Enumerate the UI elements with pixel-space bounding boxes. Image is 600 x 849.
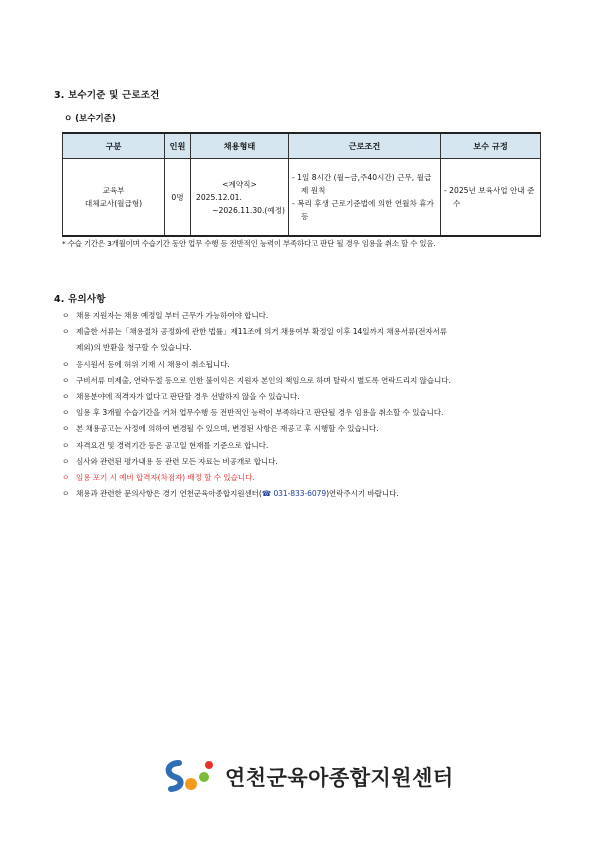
- list-item: [62, 389, 562, 405]
- list-item-text: 심사와 관련된 평가내용 등 관련 모든 자료는 비공개로 합니다.: [76, 456, 278, 466]
- contact-prefix: 채용과 관련한 문의사항은 경기 연천군육아종합지원센터(: [76, 489, 262, 499]
- header-employment: 채용형태: [191, 133, 289, 159]
- list-item: [62, 405, 562, 421]
- header-pay: 보수 규정: [441, 133, 541, 159]
- contact-phone: ☎ 031-833-6079: [261, 489, 327, 499]
- list-item-text: 임용 후 3개월 수습기간을 거쳐 업무수행 등 전반적인 능력이 부족하다고 판단될 경우 임용을 취소할 수 있습니다.: [76, 408, 444, 418]
- section-3-title: 3. 보수기준 및 근로조건: [54, 90, 160, 101]
- list-item: [62, 324, 562, 340]
- bullet-marker: ㅇ: [62, 327, 70, 337]
- list-item: [62, 373, 562, 389]
- table-row: [63, 159, 541, 237]
- section-4-title: 4. 유의사항: [54, 294, 106, 305]
- list-item: [62, 421, 562, 437]
- list-item-text: 자격요건 및 경력기간 등은 공고일 현재를 기준으로 합니다.: [76, 440, 269, 450]
- list-item-continuation: 제외)의 반환을 청구할 수 있습니다.: [76, 343, 192, 353]
- bullet-marker: ㅇ: [62, 489, 70, 499]
- header-conditions: 근로조건: [289, 133, 441, 159]
- cell-count: 0명: [165, 159, 191, 237]
- bullet-marker: ㅇ: [62, 311, 70, 320]
- category-line: 대체교사(월급형): [84, 199, 143, 208]
- cell-employment: [191, 159, 289, 237]
- bullet-marker: ㅇ: [62, 440, 70, 450]
- center-logo: [163, 757, 454, 797]
- list-item-text: 채용분야에 적격자가 없다고 판단할 경우 선발하지 않을 수 있습니다.: [76, 392, 300, 402]
- condition-line: - 1일 8시간 (월~금,주40시간) 근무, 월급제 원칙: [292, 173, 432, 195]
- bullet-marker: ㅇ: [62, 375, 70, 385]
- list-item-contact: [62, 486, 562, 502]
- header-category: 구분: [63, 133, 165, 159]
- bullet-marker: ㅇ: [62, 424, 70, 434]
- list-item-text: 응시원서 등에 허위 기재 시 채용이 취소됩니다.: [76, 359, 230, 369]
- center-emblem-icon: [163, 757, 217, 797]
- list-item: [62, 454, 562, 470]
- bullet-marker: ㅇ: [62, 392, 70, 402]
- list-item: [62, 308, 562, 324]
- precautions-list: [62, 308, 562, 502]
- bullet-marker: ㅇ: [62, 408, 70, 418]
- list-item-text: 구비서류 미제출, 연락두절 등으로 인한 불이익은 지원자 본인의 책임으로 하며 탈락시 별도록 연락드리지 않습니다.: [76, 375, 451, 385]
- list-item: [62, 438, 562, 454]
- bullet-marker: ㅇ: [62, 473, 70, 483]
- employment-line: ~2026.11.30.(예정): [212, 205, 285, 215]
- employment-line: <계약직>: [222, 179, 257, 189]
- probation-footnote: * 수습 기간은 3개월이며 수습기간 동안 업무 수행 등 전반적인 능력이 부족하다고 판단 될 경우 임용을 취소 할 수 있음.: [62, 239, 436, 248]
- list-item-highlight: [62, 470, 562, 486]
- pay-standard-table: [62, 132, 541, 237]
- list-item-text: 제출한 서류는「채용절차 공정화에 관한 법률」제11조에 의거 채용여부 확정일 이후 14일까지 채용서류(전자서류: [76, 327, 448, 337]
- table-header-row: [63, 133, 541, 159]
- cell-conditions: [289, 159, 441, 237]
- employment-line: 2025.12.01.: [196, 192, 242, 202]
- cell-pay: [441, 159, 541, 237]
- list-item-text: 채용 지원자는 채용 예정일 부터 근무가 가능하여야 합니다.: [76, 311, 269, 320]
- list-item-text: 본 채용공고는 사정에 의하여 변경될 수 있으며, 변경된 사항은 재공고 후 시행할 수 있습니다.: [76, 424, 379, 434]
- list-item: [62, 357, 562, 373]
- header-count: 인원: [165, 133, 191, 159]
- category-line: 교육부: [102, 186, 125, 195]
- bullet-marker: ㅇ: [62, 359, 70, 369]
- contact-suffix: )연락주시기 바랍니다.: [326, 489, 399, 499]
- center-name: 연천군육아종합지원센터: [225, 766, 454, 790]
- bullet-marker: ㅇ: [62, 456, 70, 466]
- pay-standard-subtitle: ㅇ (보수기준): [64, 114, 116, 124]
- cell-category: [63, 159, 165, 237]
- condition-line: - 복리 후생 근로기준법에 의한 연월차 휴가 등: [292, 199, 434, 221]
- list-item-text: 임용 포기 시 예비 합격자(차점자) 배정 할 수 있습니다.: [76, 473, 255, 483]
- pay-rule: - 2025년 보육사업 안내 준수: [444, 186, 535, 208]
